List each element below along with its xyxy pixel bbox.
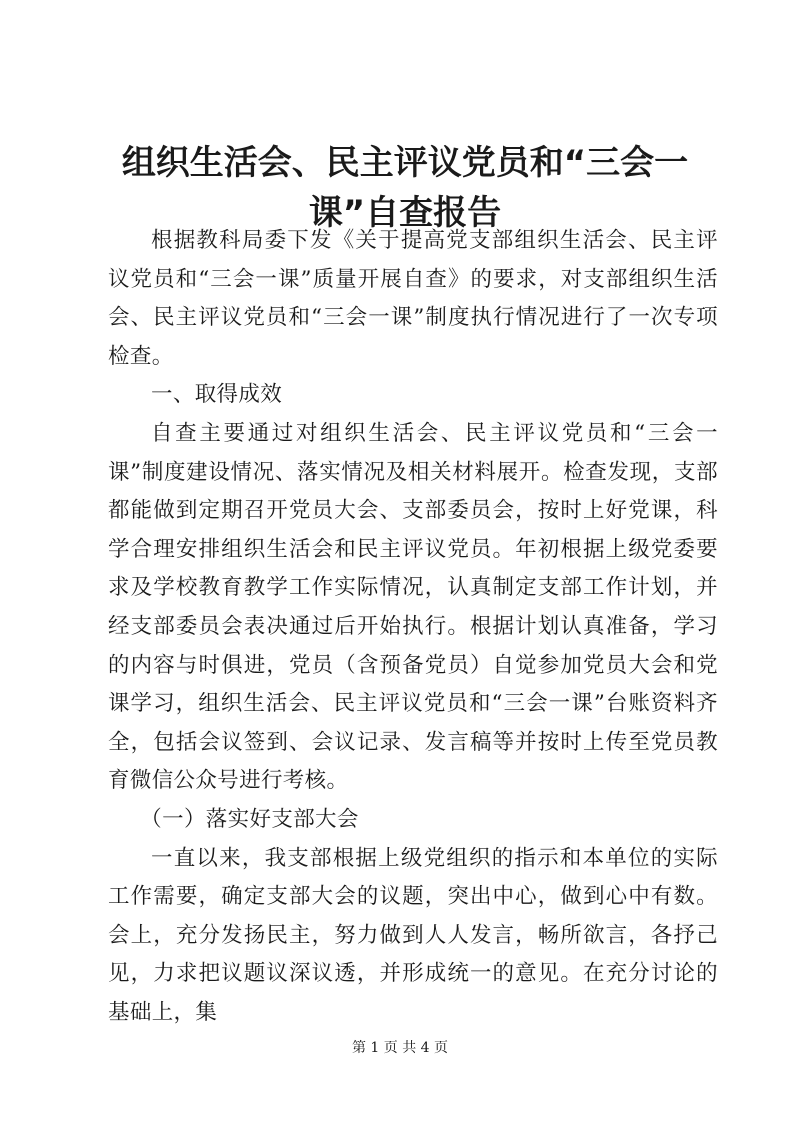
- section-heading-achievements: 一、取得成效: [151, 382, 283, 408]
- achievements-paragraph: 自查主要通过对组织生活会、民主评议党员和“三会一课”制度建设情况、落实情况及相关材料展开。检查发现，支部都能做到定期召开党员大会、支部委员会，按时上好党课，科学合理安排组织生活会和民主评议党员。年初根据上级党委要求及学校教育教学工作实际情况，认真制定支部工作计划，并经支部委员会表决通过后开始执行。根据计划认真准备，学习的内容与时俱进，党员（含预备党员）自觉参加党员大会和党课学习，组织生活会、民主评议党员和“三会一课”台账资料齐全，包括会议签到、会议记录、发言稿等并按时上传至党员教育微信公众号进行考核。: [108, 420, 718, 794]
- intro-paragraph: 根据教科局委下发《关于提高党支部组织生活会、民主评议党员和“三会一课”质量开展自查》的要求，对支部组织生活会、民主评议党员和“三会一课”制度执行情况进行了一次专项检查。: [108, 228, 718, 369]
- page-number-footer: 第 1 页 共 4 页: [351, 1040, 449, 1056]
- document-body: [108, 222, 718, 1032]
- branch-meeting-paragraph: 一直以来，我支部根据上级党组织的指示和本单位的实际工作需要，确定支部大会的议题，突出中心，做到心中有数。会上，充分发扬民主，努力做到人人发言，畅所欲言，各抒己见，力求把议题议深议透，并形成统一的意见。在充分讨论的基础上，集: [108, 845, 718, 1025]
- subsection-heading-branch-meeting: （一）落实好支部大会: [140, 806, 359, 832]
- document-title: 组织生活会、民主评议党员和“三会一课”自查报告: [121, 143, 689, 233]
